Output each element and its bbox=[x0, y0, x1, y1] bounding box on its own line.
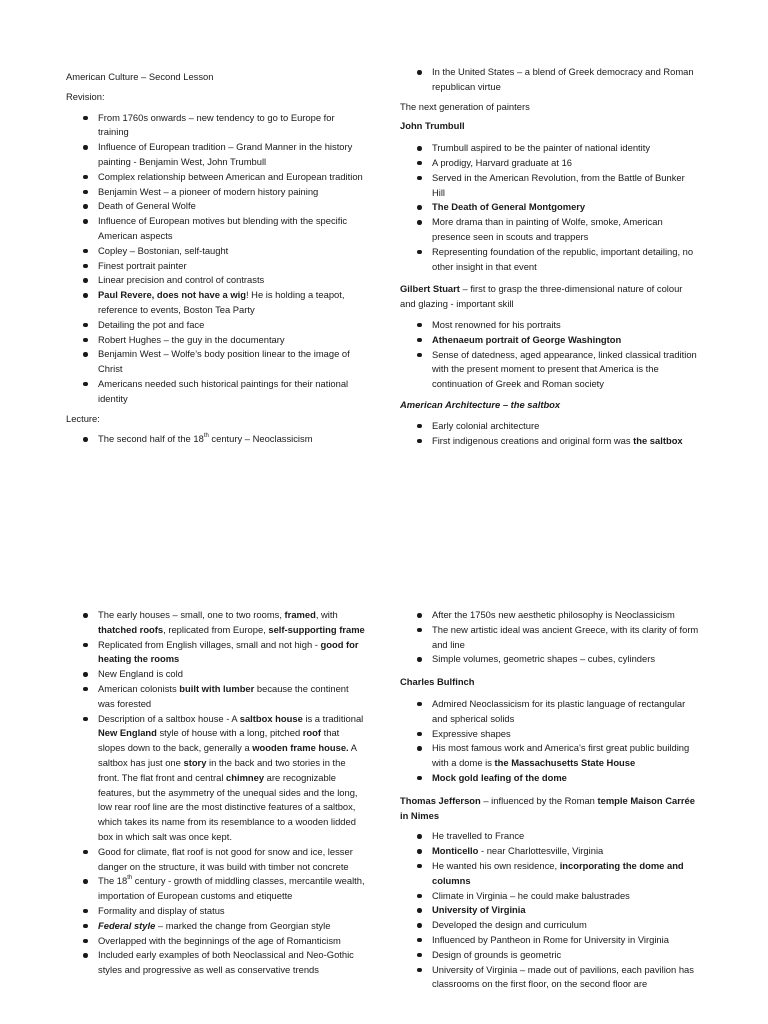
section-heading-bulfinch: Charles Bulfinch bbox=[400, 676, 475, 688]
text: The 18 bbox=[98, 875, 128, 887]
list-item: Included early examples of both Neoclassical and Neo-Gothic styles and progressive as well as conservative trends bbox=[66, 948, 366, 978]
text: is a traditional bbox=[302, 712, 364, 724]
list-item: Sense of datedness, aged appearance, linked classical tradition with the present moment to present that America is the continuation of Greek and Roman society bbox=[400, 348, 700, 392]
neoclassicism-list bbox=[400, 608, 700, 667]
list-item: The new artistic ideal was ancient Greece, with its clarity of form and line bbox=[400, 623, 700, 653]
list-item: Early colonial architecture bbox=[400, 419, 700, 434]
italic-text: Federal style bbox=[98, 919, 156, 931]
column-bottom-right bbox=[400, 608, 700, 997]
revision-list bbox=[66, 111, 366, 407]
text: The early houses – small, one to two rooms, bbox=[98, 609, 285, 620]
text: He wanted his own residence, bbox=[432, 859, 560, 871]
text: – first to grasp the three-dimensional nature of colour and glazing - important skill bbox=[400, 283, 683, 310]
section-heading-architecture: American Architecture – the saltbox bbox=[400, 398, 561, 410]
bulfinch-list bbox=[400, 697, 700, 786]
list-item: Trumbull aspired to be the painter of national identity bbox=[400, 141, 700, 156]
text: , replicated from Europe, bbox=[163, 623, 269, 635]
bold-text: Thomas Jefferson bbox=[400, 794, 481, 806]
text: century – Neoclassicism bbox=[208, 433, 313, 445]
text: The second half of the 18 bbox=[98, 433, 204, 445]
bold-text: Gilbert Stuart bbox=[400, 283, 460, 295]
lecture-list bbox=[66, 432, 366, 447]
list-item: Benjamin West – Wolfe’s body position linear to the image of Christ bbox=[66, 347, 366, 377]
continued-list bbox=[400, 65, 700, 95]
trumbull-list bbox=[400, 141, 700, 274]
list-item bbox=[400, 741, 700, 771]
bold-text: chimney bbox=[226, 771, 265, 783]
list-item: Climate in Virginia – he could make balustrades bbox=[400, 889, 700, 904]
bold-text: Paul Revere, does not have a wig bbox=[98, 289, 246, 301]
text: century - growth of middling classes, mercantile wealth, importation of European customs and etiquette bbox=[98, 875, 365, 902]
column-top-left bbox=[66, 66, 366, 452]
list-item: Complex relationship between American and European tradition bbox=[66, 170, 366, 185]
bold-text: built with lumber bbox=[179, 682, 255, 694]
list-item: Death of General Wolfe bbox=[66, 199, 366, 214]
text: , with bbox=[315, 609, 338, 620]
list-item bbox=[66, 288, 366, 318]
list-item: Design of grounds is geometric bbox=[400, 948, 700, 963]
list-item: Influence of European motives but blending with the specific American aspects bbox=[66, 214, 366, 244]
text: American colonists bbox=[98, 682, 180, 694]
list-item: After the 1750s new aesthetic philosophy is Neoclassicism bbox=[400, 608, 700, 623]
jefferson-list bbox=[400, 829, 700, 992]
list-item: In the United States – a blend of Greek democracy and Roman republican virtue bbox=[400, 65, 700, 95]
text: are recognizable features, but the asymmetry of the unequal sides and the long, low rear roof line are the most distinctive features of a saltbox, which takes its name from its resemblance to a wooden lidded box in which salt was once kept. bbox=[98, 771, 358, 842]
list-item bbox=[66, 682, 366, 712]
text: because the continent was forested bbox=[98, 682, 349, 709]
list-item: More drama than in painting of Wolfe, smoke, American presence seen in scouts and trappers bbox=[400, 215, 700, 245]
list-item bbox=[66, 638, 366, 668]
section-heading-trumbull: John Trumbull bbox=[400, 120, 465, 132]
superscript: th bbox=[127, 875, 133, 882]
bold-text: incorporating the dome and columns bbox=[432, 859, 684, 886]
list-item: Most renowned for his portraits bbox=[400, 318, 700, 333]
list-item: Developed the design and curriculum bbox=[400, 918, 700, 933]
list-item: Served in the American Revolution, from the Battle of Bunker Hill bbox=[400, 171, 700, 201]
list-item: Benjamin West – a pioneer of modern history paining bbox=[66, 185, 366, 200]
text: Replicated from English villages, small and not high - bbox=[98, 638, 321, 650]
column-bottom-left bbox=[66, 608, 366, 983]
text: style of house with a long, pitched bbox=[156, 727, 303, 739]
superscript: th bbox=[203, 433, 209, 440]
list-item: A prodigy, Harvard graduate at 16 bbox=[400, 156, 700, 171]
bold-text: the Massachusetts State House bbox=[494, 757, 636, 769]
list-item: Mock gold leafing of the dome bbox=[400, 771, 700, 786]
list-item: Americans needed such historical paintings for their national identity bbox=[66, 377, 366, 407]
list-item: He travelled to France bbox=[400, 829, 700, 844]
bold-text: Monticello bbox=[432, 845, 479, 857]
text: Description of a saltbox house - A bbox=[98, 712, 240, 724]
column-top-right bbox=[400, 65, 700, 453]
lecture-label: Lecture: bbox=[66, 412, 100, 424]
list-item bbox=[66, 874, 366, 904]
stuart-paragraph bbox=[400, 282, 700, 312]
list-item: Influenced by Pantheon in Rome for University in Virginia bbox=[400, 933, 700, 948]
section-intro: The next generation of painters bbox=[400, 100, 530, 112]
text: ! He is holding a teapot, reference to events, Boston Tea Party bbox=[98, 289, 345, 315]
bold-text: the saltbox bbox=[633, 434, 683, 446]
list-item: Linear precision and control of contrasts bbox=[66, 273, 366, 288]
bold-text: thatched roofs bbox=[98, 623, 164, 635]
bold-text: good for heating the rooms bbox=[98, 638, 359, 665]
list-item bbox=[66, 608, 366, 638]
architecture-list bbox=[400, 419, 700, 449]
list-item: New England is cold bbox=[66, 667, 366, 682]
bold-text: New England bbox=[98, 727, 157, 739]
list-item: Copley – Bostonian, self-taught bbox=[66, 244, 366, 259]
jefferson-paragraph bbox=[400, 794, 700, 824]
text: First indigenous creations and original form was bbox=[432, 434, 634, 446]
text: His most famous work and America’s first great public building with a dome is bbox=[432, 742, 690, 769]
list-item: Detailing the pot and face bbox=[66, 318, 366, 333]
text: that slopes down to the back, generally a bbox=[98, 727, 340, 754]
list-item: Overlapped with the beginnings of the age of Romanticism bbox=[66, 934, 366, 949]
list-item bbox=[66, 432, 366, 447]
bold-text: roof bbox=[302, 727, 322, 739]
text: - near Charlottesville, Virginia bbox=[478, 845, 604, 857]
list-item bbox=[400, 859, 700, 889]
bold-text: story bbox=[183, 756, 207, 768]
bold-text: self-supporting frame bbox=[268, 623, 365, 635]
list-item: Representing foundation of the republic, important detailing, no other insight in that event bbox=[400, 245, 700, 275]
document-title: American Culture – Second Lesson bbox=[66, 71, 214, 82]
text: in the back and two stories in the front. The flat front and central bbox=[98, 756, 346, 783]
list-item: Robert Hughes – the guy in the documentary bbox=[66, 333, 366, 348]
list-item bbox=[400, 434, 700, 449]
bold-text: saltbox house bbox=[239, 712, 303, 724]
list-item bbox=[66, 919, 366, 934]
saltbox-list bbox=[66, 608, 366, 978]
list-item bbox=[66, 712, 366, 845]
text: A saltbox has just one bbox=[98, 742, 357, 768]
list-item: Influence of European tradition – Grand Manner in the history painting - Benjamin West, John Trumbull bbox=[66, 140, 366, 170]
text: – marked the change from Georgian style bbox=[155, 919, 331, 931]
list-item bbox=[400, 844, 700, 859]
stuart-list bbox=[400, 318, 700, 392]
revision-label: Revision: bbox=[66, 90, 105, 102]
list-item: Expressive shapes bbox=[400, 727, 700, 742]
list-item: Good for climate, flat roof is not good for snow and ice, lesser danger on the structure, it was build with timber not concrete bbox=[66, 845, 366, 875]
list-item: University of Virginia bbox=[400, 903, 700, 918]
list-item: Simple volumes, geometric shapes – cubes, cylinders bbox=[400, 652, 700, 667]
bold-text: wooden frame house. bbox=[252, 742, 349, 754]
bold-text: framed bbox=[284, 609, 316, 620]
list-item: Athenaeum portrait of George Washington bbox=[400, 333, 700, 348]
list-item: Finest portrait painter bbox=[66, 259, 366, 274]
list-item: From 1760s onwards – new tendency to go to Europe for training bbox=[66, 111, 366, 141]
bold-text: temple Maison Carrée in Nimes bbox=[400, 794, 695, 821]
list-item: The Death of General Montgomery bbox=[400, 200, 700, 215]
text: – influenced by the Roman bbox=[480, 794, 598, 806]
list-item: Admired Neoclassicism for its plastic language of rectangular and spherical solids bbox=[400, 697, 700, 727]
list-item: University of Virginia – made out of pavilions, each pavilion has classrooms on the first floor, on the second floor are bbox=[400, 963, 700, 993]
list-item: Formality and display of status bbox=[66, 904, 366, 919]
